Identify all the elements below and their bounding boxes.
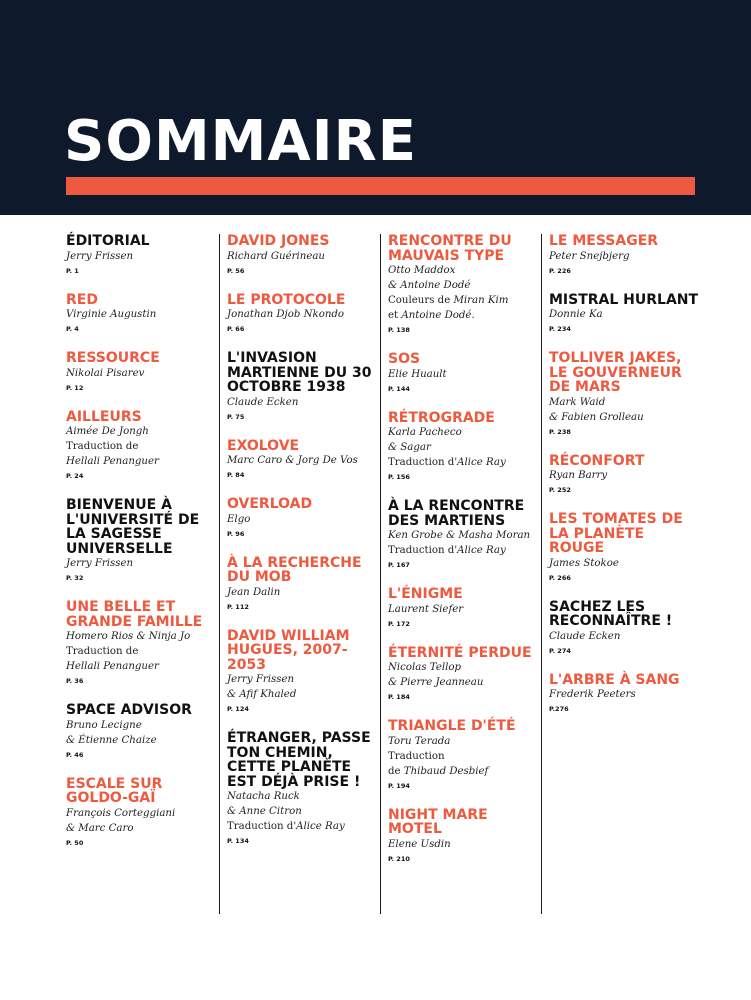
credit-name: Richard Guérineau [227, 250, 325, 262]
credit-text: Traduction de [66, 441, 139, 452]
entry-credit [388, 308, 538, 323]
credit-name: François Corteggiani [66, 807, 176, 819]
entry-credit [66, 249, 216, 264]
entry-credit [388, 837, 538, 852]
entry-title: SPACE ADVISOR [66, 702, 192, 718]
column-divider [541, 234, 542, 914]
entry-page-number: P. 172 [388, 619, 410, 628]
entry-credit [388, 293, 538, 308]
credit-name: Elgo [227, 513, 251, 525]
credit-name: Laurent Siefer [388, 603, 464, 615]
toc-entry[interactable] [549, 234, 699, 276]
toc-entry[interactable] [549, 293, 699, 335]
toc-entry[interactable] [227, 629, 377, 715]
toc-entry[interactable] [227, 234, 377, 276]
entry-page-number: P. 50 [66, 838, 84, 847]
entry-page-number: P. 124 [227, 705, 249, 713]
entry-credit [66, 806, 216, 821]
toc-entry[interactable] [66, 498, 216, 583]
credit-name: James Stokoe [549, 557, 619, 569]
entry-credit [66, 454, 216, 469]
entry-page-number: P. 234 [549, 325, 571, 333]
credit-name: Toru Terada [388, 735, 451, 747]
entry-credit [227, 672, 377, 687]
toc-entry[interactable] [388, 587, 538, 629]
entry-page-number: P. 4 [66, 325, 79, 333]
entry-credit [388, 660, 538, 675]
entry-credit [66, 629, 216, 644]
entry-credit [227, 687, 377, 702]
credit-name: Natacha Ruck [227, 791, 300, 802]
toc-entry[interactable] [388, 352, 538, 394]
entry-page-number: P. 1 [66, 266, 79, 275]
entry-credit [549, 410, 699, 425]
entry-title: OVERLOAD [227, 496, 313, 512]
entry-page-number: P. 156 [388, 473, 410, 481]
entry-title: DAVID WILLIAM HUGUES, 2007-2053 [227, 627, 350, 673]
toc-entry[interactable] [388, 499, 538, 570]
entry-page-number: P. 266 [549, 573, 571, 582]
entry-credit [227, 819, 377, 834]
header-banner [0, 0, 751, 215]
entry-page-number: P. 226 [549, 266, 571, 275]
entry-credit [227, 453, 377, 468]
entry-credit [549, 249, 699, 264]
credit-name: Marc Caro & Jorg De Vos [227, 455, 358, 466]
entry-title: L'INVASION MARTIENNE DU 30 OCTOBRE 1938 [227, 350, 372, 395]
credit-name: & Afif Khaled [227, 689, 297, 700]
credit-name: Antoine Dodé. [401, 310, 475, 321]
entry-title: TOLLIVER JAKES, LE GOUVERNEUR DE MARS [549, 350, 682, 395]
entry-credit [66, 424, 216, 439]
entry-credit [388, 543, 538, 558]
entry-title: ÉTRANGER, PASSE TON CHEMIN, CETTE PLANÈTE EST DÉJÀ PRISE ! [227, 730, 371, 790]
credit-text: de [388, 765, 404, 777]
credit-name: Karla Pacheco [388, 427, 462, 438]
credit-name: Hellali Penanguer [66, 661, 159, 672]
entry-page-number: P.276 [549, 705, 569, 713]
entry-credit [66, 821, 216, 836]
entry-title: SACHEZ LES RECONNAÎTRE ! [549, 598, 673, 629]
entry-credit [227, 585, 377, 600]
entry-page-number: P. 36 [66, 677, 84, 685]
credit-name: & Sagar [388, 442, 431, 453]
entry-title: SOS [388, 351, 421, 367]
credit-name: Bruno Lecigne [66, 719, 142, 731]
entry-credit [388, 440, 538, 455]
credit-text: Traduction [388, 750, 445, 762]
column-divider [380, 234, 381, 914]
toc-entry[interactable] [227, 731, 377, 846]
entry-page-number: P. 66 [227, 325, 245, 333]
toc-entry[interactable] [66, 703, 216, 760]
entry-title: LE PROTOCOLE [227, 291, 346, 308]
credit-name: & Marc Caro [66, 822, 134, 834]
entry-credit [549, 556, 699, 571]
toc-entry[interactable] [227, 497, 377, 539]
entry-title: LE MESSAGER [549, 233, 659, 249]
toc-entry[interactable] [227, 293, 377, 335]
entry-title: ÉDITORIAL [66, 233, 150, 249]
entry-page-number: P. 12 [66, 383, 84, 392]
toc-column-4 [549, 234, 699, 731]
credit-text: et [388, 310, 402, 321]
entry-credit [66, 644, 216, 659]
toc-entry[interactable] [549, 512, 699, 583]
credit-text: Couleurs de [388, 295, 454, 306]
toc-entry[interactable] [549, 673, 699, 715]
entry-credit [388, 263, 538, 278]
entry-title: BIENVENUE À L'UNIVERSITÉ DE LA SAGESSE UNIVERSELLE [66, 497, 200, 557]
entry-page-number: P. 184 [388, 693, 410, 701]
entry-credit [388, 602, 538, 617]
entry-credit [549, 395, 699, 410]
entry-page-number: P. 252 [549, 486, 571, 494]
entry-credit [227, 789, 377, 804]
entry-page-number: P. 56 [227, 266, 245, 275]
entry-page-number: P. 134 [227, 837, 249, 845]
credit-name: Nikolai Pisarev [66, 367, 145, 379]
toc-entry[interactable] [388, 411, 538, 483]
credit-name: & Antoine Dodé [388, 280, 471, 291]
entry-credit [549, 468, 699, 483]
toc-column-3 [388, 234, 538, 881]
entry-page-number: P. 238 [549, 427, 571, 436]
toc-column-1 [66, 234, 216, 865]
entry-title: L'ÉNIGME [388, 586, 463, 602]
entry-title: À LA RECHERCHE DU MOB [227, 554, 362, 585]
entry-credit [388, 764, 538, 779]
credit-name: Virginie Augustin [66, 309, 157, 320]
entry-credit [66, 439, 216, 454]
credit-name: Alice Ray [457, 457, 506, 468]
credit-name: & Anne Citron [227, 806, 302, 817]
entry-credit [388, 528, 538, 543]
toc-column-2 [227, 234, 377, 863]
entry-title: AILLEURS [66, 408, 142, 425]
entry-page-number: P. 84 [227, 471, 245, 479]
credit-name: Jonathan Djob Nkondo [227, 309, 345, 320]
entry-title: À LA RENCONTRE DES MARTIENS [388, 498, 525, 529]
credit-name: Mark Waid [549, 396, 606, 408]
credit-name: Jerry Frissen [66, 558, 134, 569]
credit-name: Alice Ray [296, 821, 345, 832]
credit-name: Jean Dalin [227, 586, 281, 598]
entry-page-number: P. 194 [388, 781, 410, 790]
credit-name: & Étienne Chaize [66, 734, 157, 746]
entry-title: RÉTROGRADE [388, 409, 495, 426]
toc-entry[interactable] [388, 234, 538, 335]
entry-page-number: P. 167 [388, 561, 410, 569]
credit-name: Thibaud Desbief [403, 765, 489, 777]
toc-entry[interactable] [388, 808, 538, 864]
entry-credit [549, 307, 699, 322]
toc-entry[interactable] [66, 410, 216, 482]
entry-title: TRIANGLE D'ÉTÉ [388, 718, 516, 734]
entry-credit [388, 455, 538, 470]
toc-entry[interactable] [549, 600, 699, 656]
entry-credit [549, 629, 699, 644]
credit-name: Alice Ray [457, 545, 506, 556]
credit-name: Hellali Penanguer [66, 456, 159, 467]
entry-credit [388, 749, 538, 764]
entry-title: DAVID JONES [227, 233, 330, 249]
credit-name: Ryan Barry [549, 470, 608, 481]
page-title: SOMMAIRE [64, 109, 417, 174]
entry-credit [66, 718, 216, 733]
entry-credit [227, 249, 377, 264]
credit-name: Elie Huault [388, 368, 447, 380]
entry-page-number: P. 96 [227, 529, 245, 538]
credit-name: Claude Ecken [549, 630, 621, 642]
credit-name: Jerry Frissen [227, 674, 295, 685]
credit-name: Otto Maddox [388, 265, 456, 276]
toc-entry[interactable] [66, 600, 216, 686]
entry-page-number: P. 24 [66, 472, 84, 480]
entry-credit [66, 307, 216, 322]
toc-entry[interactable] [66, 351, 216, 393]
title-underline-bar [66, 177, 695, 195]
toc-entry[interactable] [388, 646, 538, 703]
entry-title: RED [66, 291, 98, 308]
entry-credit [388, 675, 538, 690]
entry-credit [388, 425, 538, 440]
credit-name: Peter Snejbjerg [549, 250, 630, 262]
entry-page-number: P. 112 [227, 602, 249, 611]
entry-credit [66, 366, 216, 381]
entry-page-number: P. 32 [66, 574, 84, 582]
entry-title: NIGHT MARE MOTEL [388, 806, 488, 837]
credit-name: Elene Usdin [388, 838, 451, 850]
entry-title: ESCALE SUR GOLDO-GAÏ [66, 775, 163, 806]
entry-title: ÉTERNITÉ PERDUE [388, 644, 532, 661]
entry-credit [66, 659, 216, 674]
entry-page-number: P. 46 [66, 750, 84, 759]
entry-page-number: P. 138 [388, 326, 410, 334]
toc-entry[interactable] [66, 234, 216, 276]
entry-credit [549, 687, 699, 702]
credit-name: Ken Grobe & Masha Moran [388, 530, 531, 541]
entry-credit [388, 278, 538, 293]
credit-text: Traduction d' [388, 545, 458, 556]
entry-credit [66, 733, 216, 748]
toc-entry[interactable] [227, 556, 377, 612]
credit-name: Claude Ecken [227, 396, 299, 408]
column-divider [219, 234, 220, 914]
toc-entry[interactable] [66, 777, 216, 848]
toc-entry[interactable] [227, 439, 377, 481]
entry-credit [227, 395, 377, 410]
toc-entry[interactable] [549, 351, 699, 437]
credit-name: Frederik Peeters [549, 689, 636, 700]
entry-title: RÉCONFORT [549, 452, 645, 469]
credit-name: Aimée De Jongh [66, 426, 149, 437]
toc-entry[interactable] [549, 454, 699, 496]
entry-credit [227, 804, 377, 819]
credit-text: Traduction d' [227, 821, 297, 832]
credit-name: Homero Rios & Ninja Jo [66, 631, 191, 642]
entry-credit [388, 734, 538, 749]
entry-credit [388, 367, 538, 382]
entry-page-number: P. 144 [388, 384, 410, 393]
entry-credit [227, 512, 377, 527]
entry-title: MISTRAL HURLANT [549, 291, 699, 308]
entry-page-number: P. 210 [388, 854, 410, 863]
toc-entry[interactable] [388, 719, 538, 791]
entry-title: EXOLOVE [227, 437, 300, 454]
credit-name: Miran Kim [453, 295, 509, 306]
credit-name: Jerry Frissen [66, 250, 134, 262]
entry-title: UNE BELLE ET GRANDE FAMILLE [66, 599, 203, 630]
entry-page-number: P. 75 [227, 412, 245, 421]
credit-text: Traduction d' [388, 457, 458, 468]
credit-name: & Fabien Grolleau [549, 411, 644, 423]
toc-entry[interactable] [66, 293, 216, 335]
entry-title: LES TOMATES DE LA PLANÈTE ROUGE [549, 511, 683, 556]
entry-credit [227, 307, 377, 322]
toc-entry[interactable] [227, 351, 377, 422]
credit-name: Nicolas Tellop [388, 662, 462, 673]
entry-title: RESSOURCE [66, 350, 160, 366]
entry-title: L'ARBRE À SANG [549, 671, 680, 688]
credit-name: & Pierre Jeanneau [388, 677, 484, 688]
entry-credit [66, 556, 216, 571]
credit-name: Donnie Ka [549, 309, 603, 320]
credit-text: Traduction de [66, 646, 139, 657]
entry-page-number: P. 274 [549, 646, 571, 655]
entry-title: RENCONTRE DU MAUVAIS TYPE [388, 233, 512, 264]
